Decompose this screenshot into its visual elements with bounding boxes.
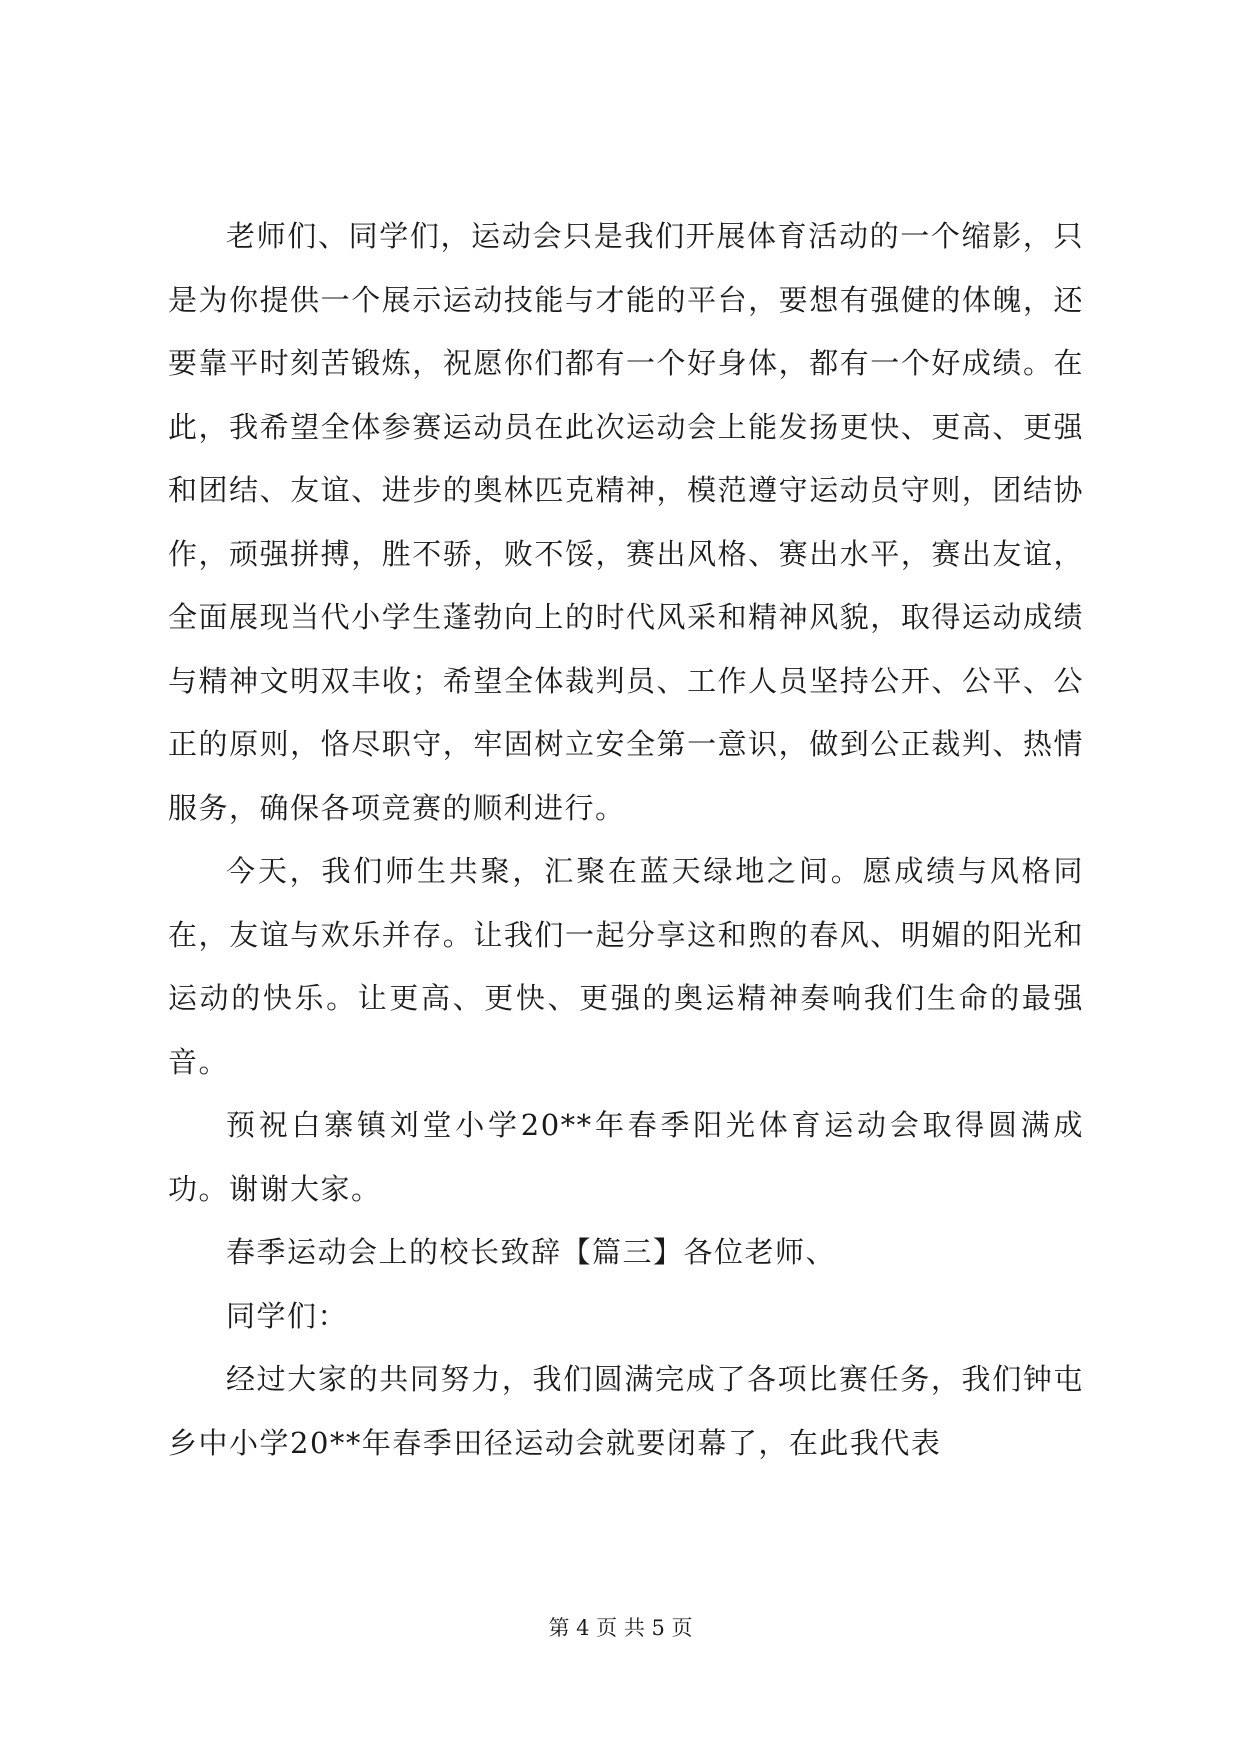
paragraph-wishes: 预祝白寨镇刘堂小学20**年春季阳光体育运动会取得圆满成功。谢谢大家。 [168, 1108, 1084, 1206]
paragraph-greeting: 同学们： [226, 1298, 349, 1333]
paragraph-section-three-heading: 春季运动会上的校长致辞【篇三】各位老师、 [226, 1235, 837, 1269]
paragraph-gathering: 今天，我们师生共聚，汇聚在蓝天绿地之间。愿成绩与风格同在，友谊与欢乐并存。让我们一起分享这和煦的春风、明媚的阳光和运动的快乐。让更高、更快、更强的奥运精神奏响我们生命的最强音。 [168, 854, 1084, 1079]
page-number-footer: 第 4 页 共 5 页 [548, 1616, 693, 1640]
paragraph-sports-meet-spirit: 老师们、同学们，运动会只是我们开展体育活动的一个缩影，只是为你提供一个展示运动技能与才能的平台，要想有强健的体魄，还要靠平时刻苦锻炼，祝愿你们都有一个好身体，都有一个好成绩。在此，我希望全体参赛运动员在此次运动会上能发扬更快、更高、更强和团结、友谊、进步的奥林匹克精神，模范遵守运动员守则，团结协作，顽强拼搏，胜不骄，败不馁，赛出风格、赛出水平，赛出友谊，全面展现当代小学生蓬勃向上的时代风采和精神风貌，取得运动成绩与精神文明双丰收；希望全体裁判员、工作人员坚持公开、公平、公正的原则，恪尽职守，牢固树立安全第一意识，做到公正裁判、热情服务，确保各项竞赛的顺利进行。 [168, 219, 1084, 825]
document-body [168, 205, 1084, 1475]
paragraph-closing-intro: 经过大家的共同努力，我们圆满完成了各项比赛任务，我们钟屯乡中小学20**年春季田径运动会就要闭幕了，在此我代表 [168, 1362, 1084, 1460]
